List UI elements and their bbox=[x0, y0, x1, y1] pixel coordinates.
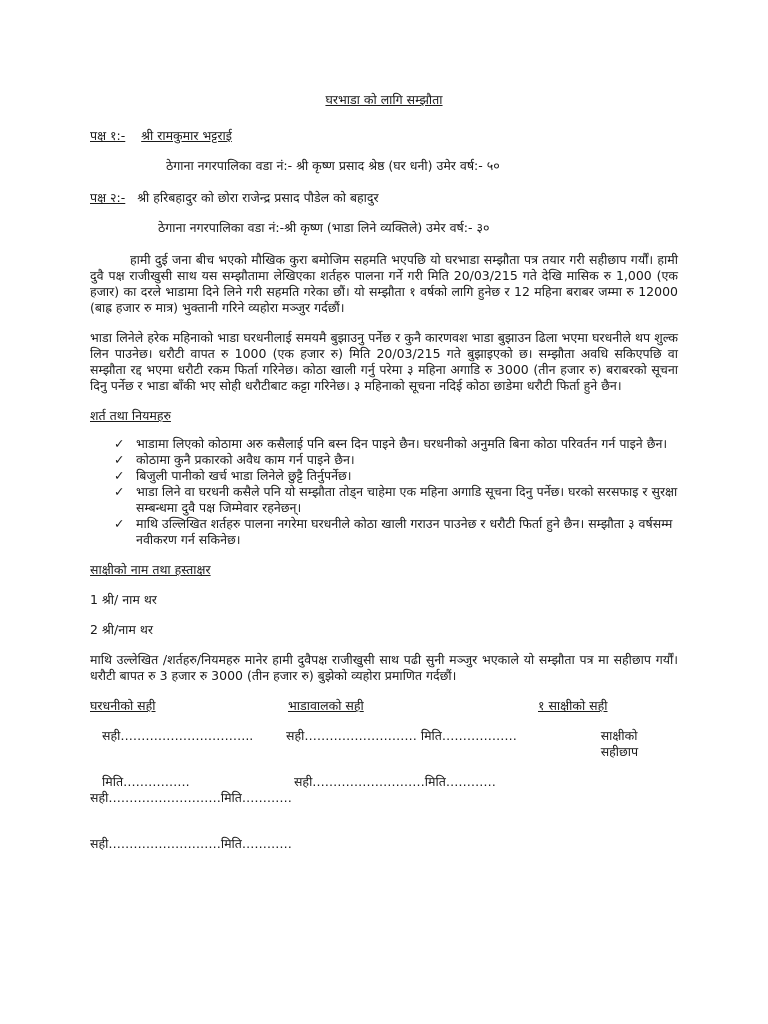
checkmark-icon: ✓ bbox=[114, 436, 125, 451]
checkmark-icon: ✓ bbox=[114, 452, 125, 467]
second-party-address: ठेगाना नगरपालिका वडा नं:-श्री कृष्ण (भाडा लिने व्यक्तिले) उमेर वर्ष:- ३० bbox=[158, 220, 490, 235]
checkmark-icon: ✓ bbox=[114, 468, 125, 483]
agreement-paragraph-1: हामी दुई जना बीच भएको मौखिक कुरा बमोजिम सहमति भएपछि यो घरभाडा सम्झौता पत्र तयार गरी सहीछाप गर्यौं। हामी दुवै पक्ष राजीखुसी साथ यस सम्झौतामा लेखिएका शर्तहरु पालना गर्ने गरी मिति 20/03/215 गते देखि मासिक रु 1,000 (एक हजार) का दरले भाडामा दिने लिने गरी सहमति गरेका छौं। यो सम्झौता १ वर्षको लागि हुनेछ र 12 महिना बराबर जम्मा रु 12000 (बाह्र हजार रु मात्र) भुक्तानी गरिने व्यहोरा मञ्जुर गर्दछौं। bbox=[90, 252, 678, 315]
document-page bbox=[90, 92, 678, 852]
witness-2: 2 श्री/नाम थर bbox=[90, 622, 153, 637]
signature-line-4: सही………………………मिति………… bbox=[90, 836, 292, 851]
signature-headings bbox=[90, 698, 678, 714]
landlord-date-field: मिति……………. bbox=[102, 774, 190, 789]
checkmark-icon: ✓ bbox=[114, 516, 125, 531]
document-title: घरभाडा को लागि सम्झौता bbox=[325, 92, 443, 107]
agreement-paragraph-2: भाडा लिनेले हरेक महिनाको भाडा घरधनीलाई समयमै बुझाउनु पर्नेछ र कुनै कारणवश भाडा बुझाउन ढिला भएमा घरधनीले थप शुल्क लिन पाउनेछ। धरौटी वापत रु 1000 (एक हजार रु) मिति 20/03/215 गते बुझाइएको छ। सम्झौता अवधि सकिएपछि वा सम्झौता रद्द भएमा धरौटी रकम फिर्ता गरिनेछ। कोठा खाली गर्नु परेमा ३ महिना अगाडि रु 3000 (तीन हजार रु) बराबरको सूचना दिनु पर्नेछ र भाडा बाँकी भए सोही धरौटीबाट कट्टा गरिनेछ। ३ महिनाको सूचना नदिई कोठा छाडेमा धरौटी फिर्ता हुने छैन। bbox=[90, 330, 678, 393]
first-party-detail: ठेगाना नगरपालिका वडा नं:- श्री कृष्ण प्रसाद श्रेष्ठ (घर धनी) उमेर वर्ष:- ५० bbox=[166, 158, 500, 173]
second-party-label: पक्ष २:- bbox=[90, 190, 126, 205]
checkmark-icon: ✓ bbox=[114, 484, 125, 499]
signature-line-2 bbox=[90, 774, 678, 790]
condition-item: ✓ भाडा लिने वा घरधनी कसैले पनि यो सम्झौता तोड्न चाहेमा एक महिना अगाडि सूचना दिनु पर्नेछ। घरको सरसफाइ र सुरक्षा सम्बन्धमा दुवै पक्ष जिम्मेवार रहनेछन्। bbox=[114, 484, 678, 515]
landlord-signature-heading: घरधनीको सही bbox=[90, 698, 156, 713]
signature-line-1 bbox=[90, 728, 678, 760]
second-party-block bbox=[90, 190, 678, 236]
witness-signature-heading: १ साक्षीको सही bbox=[538, 698, 608, 713]
signature-line-3: सही………………………मिति………… bbox=[90, 790, 292, 805]
first-party-name: श्री रामकुमार भट्टराई bbox=[141, 128, 232, 143]
first-party-block bbox=[90, 128, 678, 174]
conditions-list bbox=[90, 436, 678, 548]
second-party-detail: श्री हरिबहादुर को छोरा राजेन्द्र प्रसाद पौडेल को बहादुर bbox=[137, 190, 379, 205]
tenant-sign-field: सही……………………… मिति……………… bbox=[286, 728, 517, 743]
tenant-date-field: सही………………………मिति………… bbox=[293, 774, 496, 789]
witness-1: 1 श्री/ नाम थर bbox=[90, 592, 157, 607]
witness-sign-label: साक्षीको सहीछाप bbox=[600, 728, 639, 759]
first-party-label: पक्ष १:- bbox=[90, 128, 126, 143]
condition-item: ✓ भाडामा लिएको कोठामा अरु कसैलाई पनि बस्न दिन पाइने छैन। घरधनीको अनुमति बिना कोठा परिवर्तन गर्न पाइने छैन। bbox=[114, 436, 668, 451]
condition-item: ✓ कोठामा कुनै प्रकारको अवैध काम गर्न पाइने छैन। bbox=[114, 452, 355, 467]
tenant-signature-heading: भाडावालको सही bbox=[288, 698, 364, 713]
agreement-paragraph-3: माथि उल्लेखित /शर्तहरु/नियमहरु मानेर हामी दुवैपक्ष राजीखुसी साथ पढी सुनी मञ्जुर भएकाले यो सम्झौता पत्र मा सहीछाप गर्यौं। धरौटी बापत रु 3 हजार रु 3000 (तीन हजार रु) बुझेको व्यहोरा प्रमाणित गर्दछौं। bbox=[90, 652, 678, 683]
condition-item: ✓ बिजुली पानीको खर्च भाडा लिनेले छुट्टै तिर्नुपर्नेछ। bbox=[114, 468, 352, 483]
landlord-sign-field: सही………………………….. bbox=[102, 728, 254, 743]
condition-item: ✓ माथि उल्लिखित शर्तहरु पालना नगरेमा घरधनीले कोठा खाली गराउन पाउनेछ र धरौटी फिर्ता हुने छैन। सम्झौता ३ वर्षसम्म नवीकरण गर्न सकिनेछ। bbox=[114, 516, 673, 547]
witness-heading: साक्षीको नाम तथा हस्ताक्षर bbox=[90, 562, 211, 577]
conditions-heading: शर्त तथा नियमहरु bbox=[90, 408, 171, 423]
